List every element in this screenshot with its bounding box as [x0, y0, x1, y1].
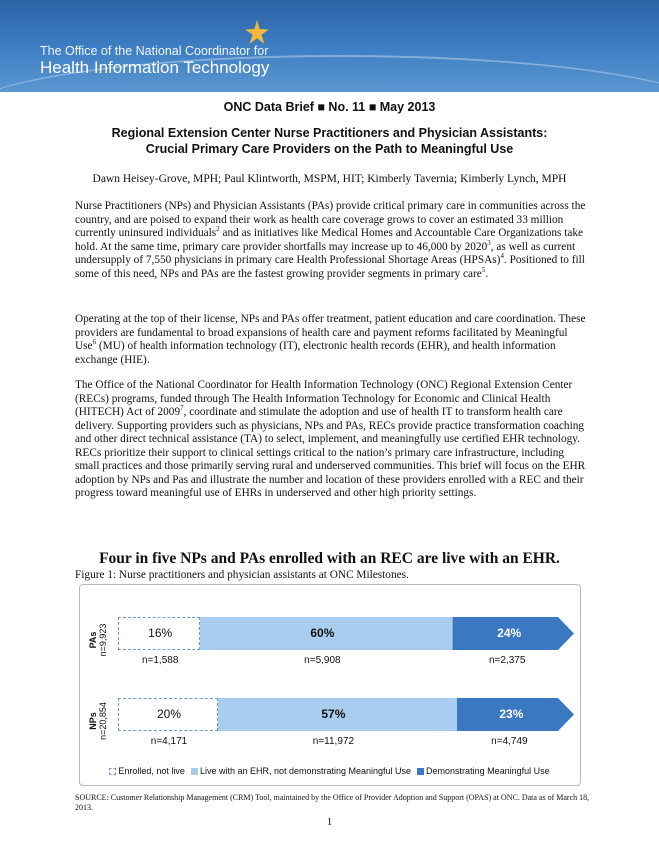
data-label-count: n=5,908 — [304, 655, 341, 666]
page-number: 1 — [326, 816, 333, 828]
data-label-count: n=4,171 — [150, 736, 188, 747]
data-label-percent: 20% — [156, 707, 182, 721]
figure-headline: Four in five NPs and PAs enrolled with an REC are live with an EHR. — [99, 550, 560, 567]
legend-swatch — [417, 768, 424, 775]
data-label-percent: 23% — [499, 707, 524, 721]
category-total: n=20,854 — [98, 701, 108, 740]
header-banner — [0, 0, 659, 92]
legend-item — [417, 766, 550, 776]
legend-item — [109, 766, 185, 776]
paragraph-1: Nurse Practitioners (NPs) and Physician Assistants (PAs) provide critical primary care in communities across the country, and are poised to expand their work as health care coverage grows to cover an estimated 33 million currently uninsured individuals$^2$ and as initiatives like Medical Homes and Accountable Care Organizations take hold. At the same time, primary care provider shortfalls may increase up to 46,000 by 2020$^3$, as well as current undersupply of 7,550 physicians in primary care Health Professional Shortage Areas (HPSAs)$^4$. Positioned to fill some of this need, NPs and PAs are the fastest growing provider segments in primary care$^5$. — [75, 200, 586, 280]
chart-legend — [0, 766, 659, 776]
category-name: PAs — [88, 631, 98, 648]
data-label-count: n=2,375 — [488, 655, 526, 666]
source-note: SOURCE: Customer Relationship Management (CRM) Tool, maintained by the Office of Provider Adoption and Support (OPAS) at ONC. Data as of March 18, 2013. — [75, 793, 590, 812]
category-name: NPs — [88, 711, 98, 730]
author-list: Dawn Heisey-Grove, MPH; Paul Klintworth, MSPM, HIT; Kimberly Tavernia; Kimberly Lynch, MPH — [92, 173, 567, 185]
category-total: n=9,923 — [98, 623, 108, 656]
brief-title-line2: Crucial Primary Care Providers on the Path to Meaningful Use — [145, 142, 514, 156]
legend-label: Live with an EHR, not demonstrating Meaningful Use — [199, 766, 412, 776]
data-label-percent: 24% — [497, 626, 522, 640]
brief-number-line: ONC Data Brief ■ No. 11 ■ May 2013 — [223, 100, 436, 114]
data-label-percent: 57% — [321, 707, 346, 721]
legend-swatch — [109, 768, 116, 775]
legend-label: Demonstrating Meaningful Use — [426, 766, 550, 776]
row-label-pas — [88, 610, 108, 670]
data-label-percent: 16% — [148, 626, 173, 640]
paragraph-2: Operating at the top of their license, NPs and PAs offer treatment, patient education and care coordination. These providers are fundamental to broad expansions of health care and payment reforms facilitated by Meaningful Use$^6$ (MU) of health information technology (IT), electronic health records (EHR), and health information exchange (HIE). — [75, 313, 586, 366]
org-name-line2: Health Information Technology — [40, 58, 270, 77]
legend-item — [191, 766, 411, 776]
legend-label: Enrolled, not live — [118, 766, 185, 776]
data-label-count: n=1,588 — [141, 655, 179, 666]
paragraph-3: The Office of the National Coordinator for Health Information Technology (ONC) Regional Extension Center (RECs) programs, funded through The Health Information Technology for Economic and Clinical Health (HITECH) Act of 2009$^7$, coordinate and stimulate the adoption and use of health IT to transform health care delivery. Supporting providers such as physicians, NPs and PAs, RECs provide practice transformation coaching and other direct technical assistance (TA) to select, implement, and meaningfully use certified EHR technology. RECs prioritize their support to clinical settings critical to the nation’s primary care infrastructure, including small practices and those primarily serving rural and underserved communities. This brief will focus on the EHR adoption by NPs and Pas and illustrate the number and location of these providers enrolled with a REC and their progress toward meaningful use of EHRs in underserved and other high priority settings. — [75, 379, 586, 499]
brief-title — [60, 125, 599, 157]
legend-swatch — [191, 768, 198, 775]
data-label-count: n=11,972 — [312, 736, 355, 747]
data-label-percent: 60% — [310, 626, 335, 640]
figure-caption: Figure 1: Nurse practitioners and physician assistants at ONC Milestones. — [75, 569, 409, 581]
star-icon — [244, 19, 270, 45]
brief-title-line1: Regional Extension Center Nurse Practitioners and Physician Assistants: — [111, 126, 548, 140]
org-name-line1: The Office of the National Coordinator for — [40, 44, 269, 58]
data-label-count: n=4,749 — [491, 736, 528, 747]
row-label-nps — [88, 691, 108, 751]
chart-frame — [79, 584, 581, 786]
